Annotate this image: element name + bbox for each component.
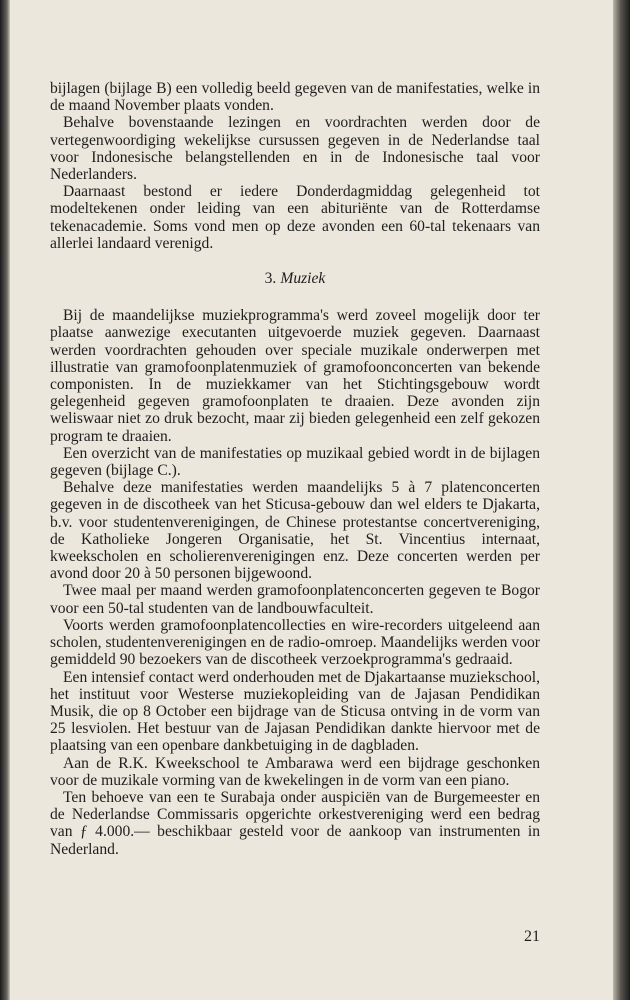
paragraph-muziekschool: Een intensief contact werd onderhouden met de Djakartaanse muziekschool, het instituut voor Westerse muziekopleiding van de Jajasan Pendidikan Musik, die op 8 October een bijdrage van de Sticusa ontving in de vorm van 25 lesviolen. Het bestuur van de Jajasan Pendidikan dankte hiervoor met de plaatsing van een openbare dankbetuiging in de dagbladen.	[50, 668, 540, 755]
section-title: Muziek	[280, 270, 326, 288]
paragraph-surabaja: Ten behoeve van een te Surabaja onder auspiciën van de Burgemeester en de Nederlandse Commissaris opgerichte orkestvereniging werd een bedrag van ƒ 4.000.— beschikbaar gesteld voor de aankoop van instrumenten in Nederland.	[50, 788, 540, 858]
paragraph-muziekprogrammas: Bij de maandelijkse muziekprogramma's werd zoveel mogelijk door ter plaatse aanwezige executanten uitgevoerde muziek gegeven. Daarnaast werden voordrachten gehouden over speciale muzikale onderwerpen met illustratie van gramofoonplatenmuziek of gramofoonconcerten van bekende componisten. In de muziekkamer van het Stichtingsgebouw wordt gelegenheid gegeven gramofoonplaten te draaien. Deze avonden zijn weliswaar niet zo druk bezocht, maar zij bieden gelegenheid een zelf gekozen program te draaien.	[50, 307, 540, 445]
body-text	[50, 80, 540, 858]
paragraph-bogor: Twee maal per maand werden gramofoonplatenconcerten gegeven te Bogor voor een 50-tal studenten van de landbouwfaculteit.	[50, 582, 540, 617]
book-spine-shadow	[0, 0, 10, 1000]
paragraph-modeltekenen: Daarnaast bestond er iedere Donderdagmiddag gelegenheid tot modeltekenen onder leiding van een abituriënte van de Rotterdamse tekenacademie. Soms vond men op deze avonden een 60-tal tekenaars van allerlei landaard verenigd.	[50, 183, 540, 252]
paragraph-bijlagen: bijlagen (bijlage B) een volledig beeld gegeven van de manifestaties, welke in de maand November plaats vonden.	[50, 80, 540, 115]
paragraph-cursussen: Behalve bovenstaande lezingen en voordrachten werden door de vertegenwoordiging wekelijkse cursussen gegeven in de Nederlandse taal voor Indonesische belangstellenden en in de Indonesische taal voor Nederlanders.	[50, 114, 540, 184]
page-right-edge	[613, 0, 630, 1000]
paragraph-overzicht: Een overzicht van de manifestaties op muzikaal gebied wordt in de bijlagen gegeven (bijlage C.).	[50, 444, 540, 480]
section-heading	[50, 270, 540, 287]
section-number: 3.	[264, 270, 277, 288]
paragraph-ambarawa: Aan de R.K. Kweekschool te Ambarawa werd een bijdrage geschonken voor de muzikale vorming van de kwekelingen in de vorm van een piano.	[50, 754, 540, 789]
paragraph-platenconcerten: Behalve deze manifestaties werden maandelijks 5 à 7 platenconcerten gegeven in de discotheek van het Sticusa-gebouw dan wel elders te Djakarta, b.v. voor studentenverenigingen, de Chinese protestantse concertvereniging, de Katholieke Jongeren Organisatie, het St. Vincentius internaat, kweekscholen en scholierenverenigingen enz. Deze concerten werden per avond door 20 à 50 personen bijgewoond.	[50, 479, 540, 583]
page-number: 21	[524, 928, 540, 945]
paragraph-collecties: Voorts werden gramofoonplatencollecties en wire-recorders uitgeleend aan scholen, studentenverenigingen en de radio-omroep. Maandelijks werden voor gemiddeld 90 bezoekers van de discotheek verzoekprogramma's gedraaid.	[50, 616, 540, 669]
